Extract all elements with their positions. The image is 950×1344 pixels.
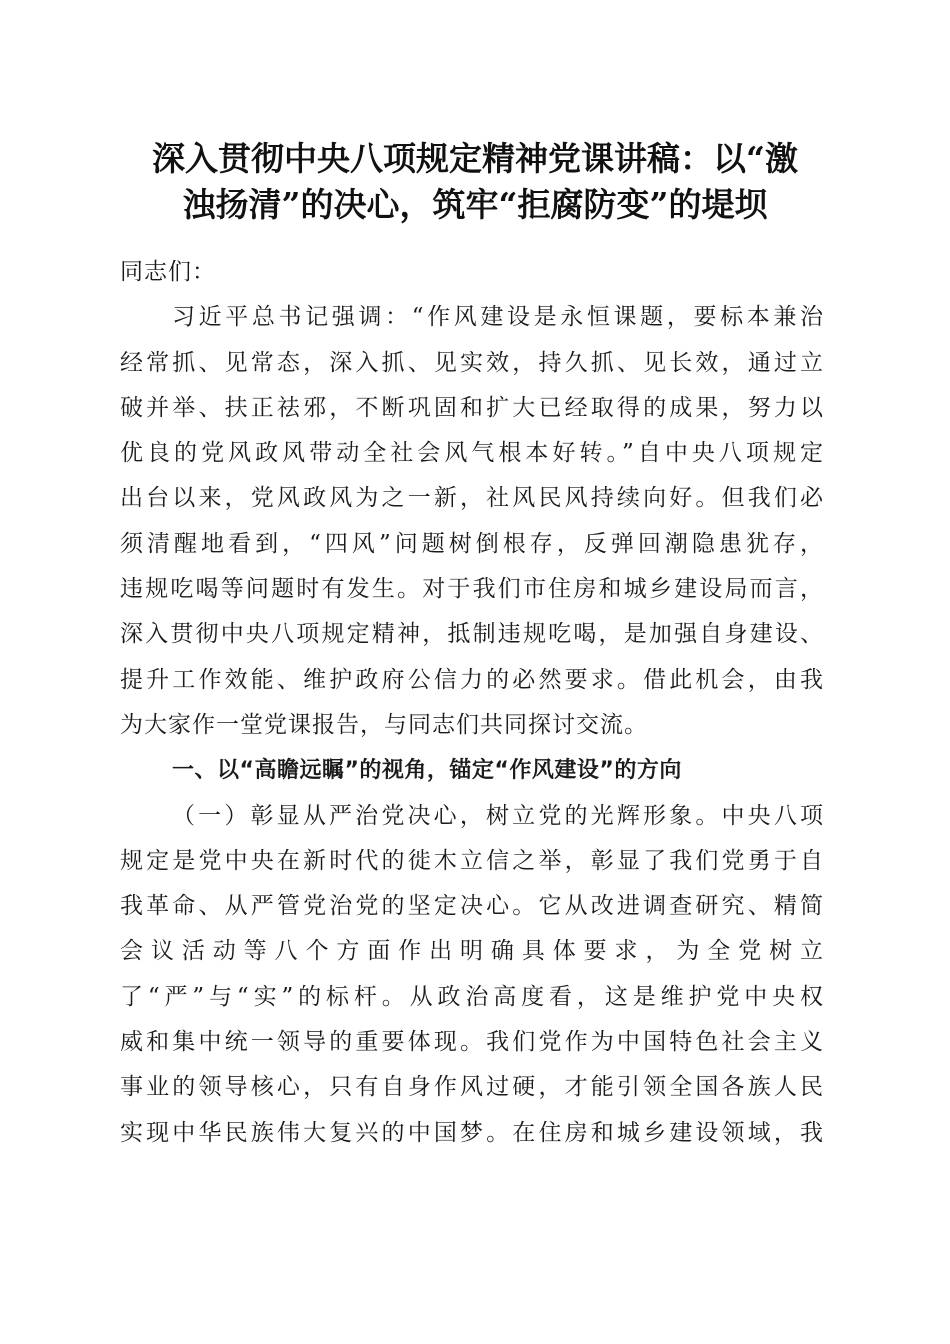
document-title bbox=[100, 136, 850, 228]
paragraph-line: 了“严”与“实”的标杆。从政治高度看，这是维护党中央权 bbox=[120, 983, 824, 1010]
paragraph-line: （一）彰显从严治党决心，树立党的光辉形象。中央八项 bbox=[172, 802, 824, 829]
paragraph-line: 须清醒地看到，“四风”问题树倒根存，反弹回潮隐患犹存， bbox=[120, 530, 824, 557]
paragraph-line: 优良的党风政风带动全社会风气根本好转。”自中央八项规定 bbox=[120, 440, 824, 467]
title-line-2: 浊扬清”的决心，筑牢“拒腐防变”的堤坝 bbox=[182, 185, 768, 224]
paragraph-line: 违规吃喝等问题时有发生。对于我们市住房和城乡建设局而言， bbox=[120, 576, 824, 603]
paragraph-line: 事业的领导核心，只有自身作风过硬，才能引领全国各族人民 bbox=[120, 1074, 824, 1101]
paragraph-line: 经常抓、见常态，深入抓、见实效，持久抓、见长效，通过立 bbox=[120, 349, 824, 376]
paragraph-line: 习近平总书记强调：“作风建设是永恒课题，要标本兼治 bbox=[172, 304, 824, 331]
paragraph-line: 破并举、扶正祛邪，不断巩固和扩大已经取得的成果，努力以 bbox=[120, 394, 824, 421]
paragraph-line: 威和集中统一领导的重要体现。我们党作为中国特色社会主义 bbox=[120, 1029, 824, 1056]
document-body bbox=[120, 250, 824, 1156]
paragraph-line: 规定是党中央在新时代的徙木立信之举，彰显了我们党勇于自 bbox=[120, 847, 824, 874]
paragraph-line: 为大家作一堂党课报告，与同志们共同探讨交流。 bbox=[120, 711, 648, 738]
paragraph-line: 我革命、从严管党治党的坚定决心。它从改进调查研究、精简 bbox=[120, 893, 824, 920]
paragraph-line: 实现中华民族伟大复兴的中国梦。在住房和城乡建设领域，我 bbox=[120, 1119, 824, 1146]
paragraph-line: 深入贯彻中央八项规定精神，抵制违规吃喝，是加强自身建设、 bbox=[120, 621, 824, 648]
salutation: 同志们： bbox=[120, 259, 216, 285]
section-heading: 一、以“高瞻远瞩”的视角，锚定“作风建设”的方向 bbox=[172, 758, 682, 784]
paragraph-line: 出台以来，党风政风为之一新，社风民风持续向好。但我们必 bbox=[120, 485, 824, 512]
title-line-1: 深入贯彻中央八项规定精神党课讲稿：以“激 bbox=[152, 139, 798, 178]
paragraph-line: 会议活动等八个方面作出明确具体要求，为全党树立 bbox=[120, 938, 824, 965]
paragraph-line: 提升工作效能、维护政府公信力的必然要求。借此机会，由我 bbox=[120, 666, 824, 693]
